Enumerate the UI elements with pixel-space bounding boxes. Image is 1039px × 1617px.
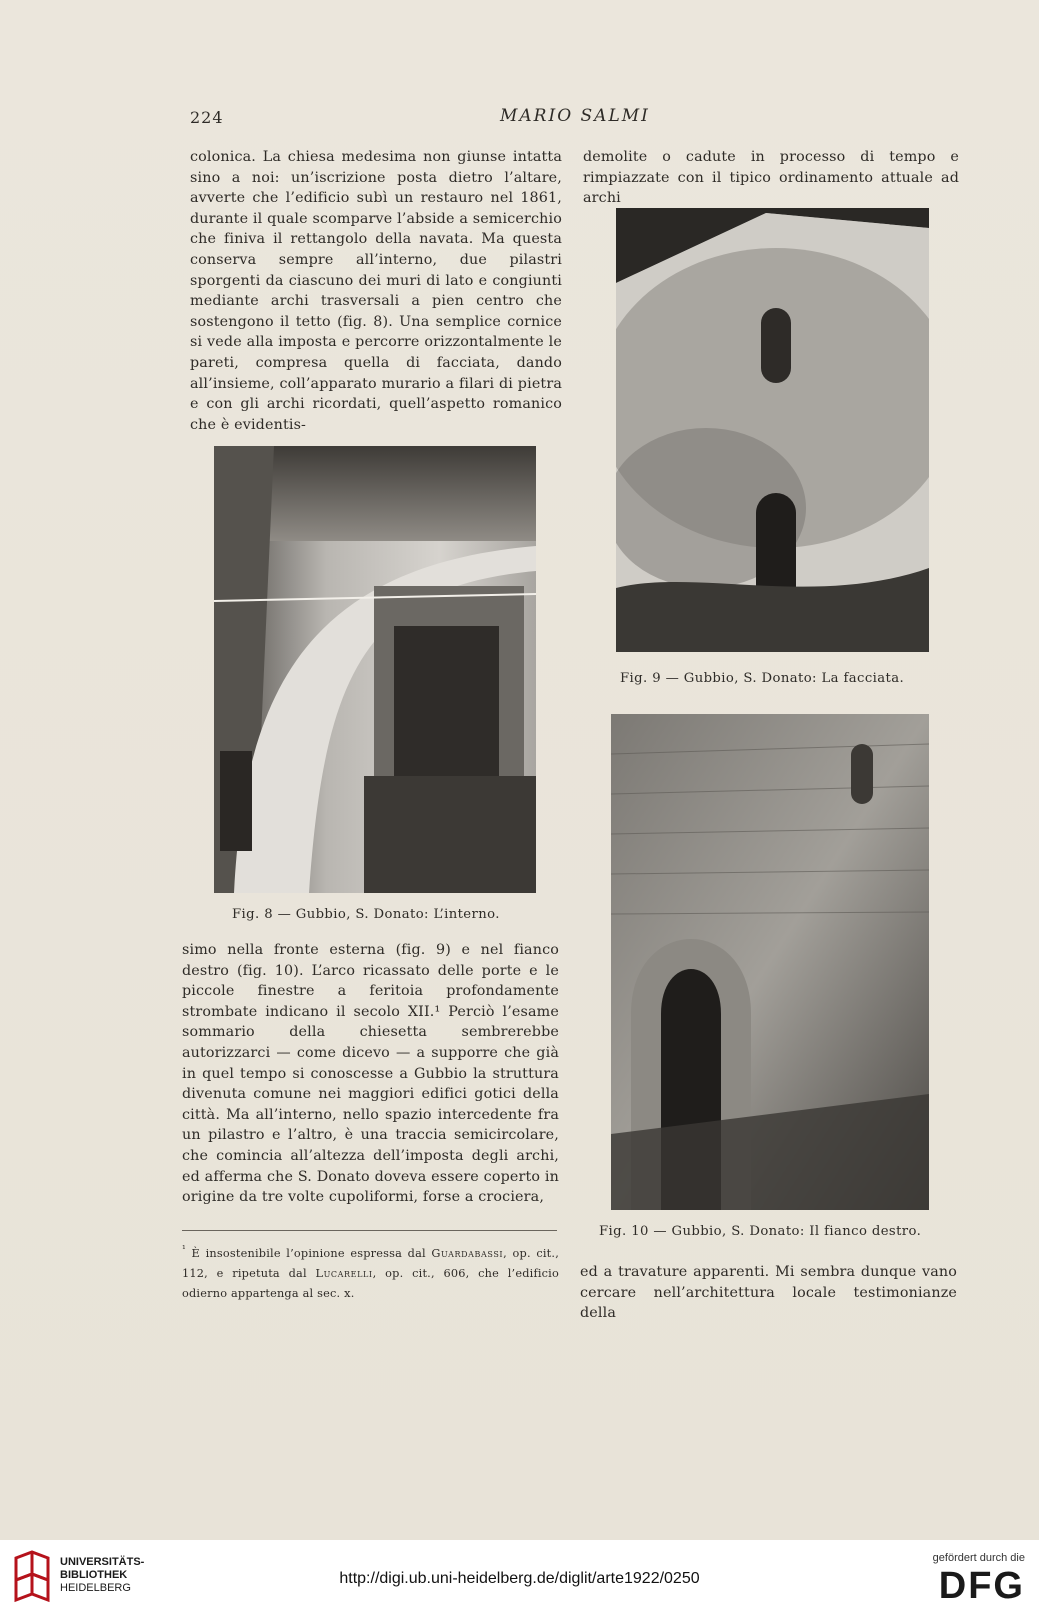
footnote-marker: ¹ (182, 1244, 186, 1255)
figure-9-caption: Fig. 9 — Gubbio, S. Donato: La facciata. (620, 671, 905, 686)
paragraph: ed a travature apparenti. Mi sembra dunque vano cercare nell’architettura locale testimonianze della (580, 1264, 957, 1322)
figure-8-photo (214, 446, 536, 893)
footnote-text: $^{^1}$ È insostenibile l’opinione espressa dal Guardabassi, op. cit., 112, e ripetuta dal Lucarelli, op. cit., 606, che l’edificio odierno appartenga al sec. x. (182, 1244, 559, 1300)
figure-9-photo (616, 208, 929, 652)
footnote (182, 1240, 559, 1304)
paragraph: demolite o cadute in processo di tempo e rimpiazzate con il tipico ordinamento attuale ad archi (583, 149, 959, 207)
dfg-logo[interactable]: DFG (938, 1565, 1025, 1607)
text-column-right-top (583, 147, 959, 209)
footnote-rule (182, 1230, 557, 1231)
author-name: Guardabassi (431, 1246, 504, 1260)
paragraph: colonica. La chiesa medesima non giunse intatta sino a noi: un’iscrizione posta dietro l’altare, avverte che l’edificio subì un restauro nel 1861, durante il quale scomparve l’abside a semicerchio che finiva il rettangolo della navata. Ma questa conserva sempre all’interno, due pilastri sporgenti da ciascuno dei muri di lato e congiunti mediante archi trasversali a pien centro che sostengono il tetto (fig. 8). Una semplice cornice si vede alla imposta e percorre orizzontalmente le pareti, compresa quella di facciata, dando all’insieme, coll’apparato murario a filari di pietra e con gli archi ricordati, quell’aspetto romanico che è evidentis- (190, 149, 562, 433)
viewer-footer (0, 1540, 1039, 1617)
funding-label: gefördert durch die (932, 1552, 1025, 1564)
figure-8-caption: Fig. 8 — Gubbio, S. Donato: L’interno. (232, 907, 500, 922)
text-column-left-top (190, 147, 562, 435)
page-number: 224 (190, 108, 224, 127)
running-title: MARIO SALMI (500, 106, 650, 126)
figure-10-caption: Fig. 10 — Gubbio, S. Donato: Il fianco destro. (599, 1224, 922, 1239)
paragraph: simo nella fronte esterna (fig. 9) e nel fianco destro (fig. 10). L’arco ricassato delle porte e le piccole finestre a feritoia profondamente strombate indicano il secolo XII.¹ Perciò l’esame sommario della chiesetta sembrerebbe autorizzarci — come dicevo — a supporre che già in quel tempo si conoscesse a Gubbio la struttura divenuta comune nei maggiori edifici gotici della città. Ma all’interno, nello spazio intercedente fra un pilastro e l’altro, è una traccia semicircolare, che comincia all’altezza dell’imposta degli archi, ed afferma che S. Donato doveva essere coperto in origine da tre volte cupoliformi, forse a crociera, (182, 942, 559, 1206)
university-name[interactable]: UNIVERSITÄTS- BIBLIOTHEK HEIDELBERG (60, 1556, 145, 1594)
page-url-link[interactable]: http://digi.ub.uni-heidelberg.de/diglit/arte1922/0250 (339, 1570, 700, 1587)
figure-10-photo (611, 714, 929, 1210)
text-column-right-bottom (580, 1262, 957, 1324)
text-column-left-bottom (182, 940, 559, 1208)
author-name: Lucarelli (315, 1266, 373, 1280)
